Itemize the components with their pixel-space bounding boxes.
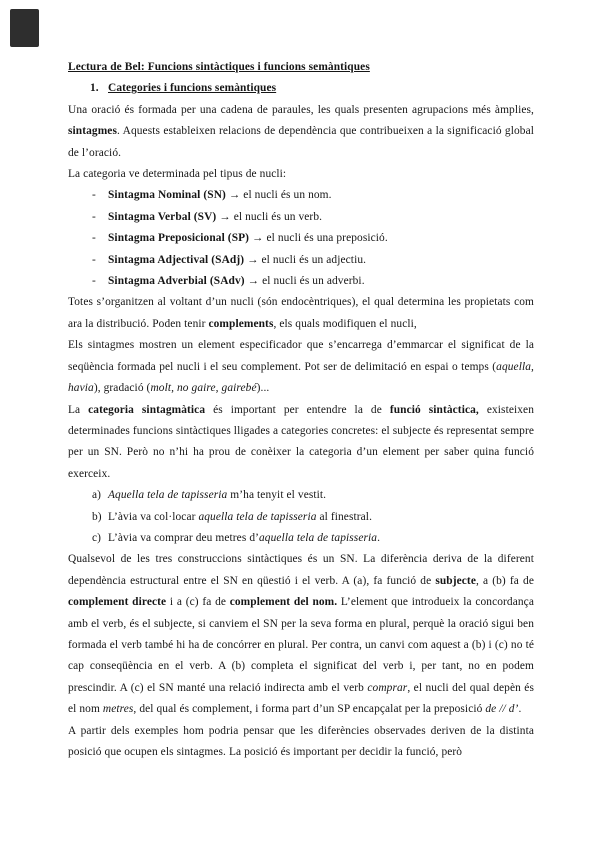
paragraph-nucli: Totes s’organitzen al voltant d’un nucli (són endocèntriques), el qual determina les propietats com ara la distribució. Poden tenir complements, els quals modifiquen el nucli,	[68, 296, 534, 330]
paragraph-posicio: A partir dels exemples hom podria pensar que les diferències observades deriven de la distinta posició que ocupen els sintagmes. La posició és important per decidir la funció, però	[68, 724, 534, 758]
paragraph-category-lead: La categoria ve determinada pel tipus de nucli:	[68, 168, 287, 181]
list-marker: -	[92, 232, 96, 245]
list-item-text: Sintagma Adjectival (SAdj) → el nucli és un adjectiu.	[108, 253, 367, 266]
document-body	[68, 57, 534, 763]
list-item-text: Sintagma Nominal (SN) → el nucli és un nom.	[108, 189, 332, 202]
paragraph-especificador: Els sintagmes mostren un element especificador que s’encarrega d’emmarcar el significat de la seqüència formada pel nucli i el seu complement. Pot ser de delimitació en espai o temps (aquella, havia), gradació (molt, no gaire, gairebé)...	[68, 339, 534, 395]
list-item-text: Sintagma Preposicional (SP) → el nucli és una preposició.	[108, 232, 388, 245]
list-item	[68, 250, 534, 271]
list-item	[68, 207, 534, 228]
list-marker: -	[92, 275, 96, 288]
document-title: Lectura de Bel: Funcions sintàctiques i funcions semàntiques	[68, 61, 370, 73]
list-item-text: L’àvia va col·locar aquella tela de tapisseria al finestral.	[108, 510, 373, 523]
list-item	[68, 485, 534, 506]
paragraph-intro: Una oració és formada per una cadena de paraules, les quals presenten agrupacions més àmplies, sintagmes. Aquests estableixen relacions de dependència que contribueixen a la significació global de l’oració.	[68, 103, 534, 159]
example-sentence-list	[68, 485, 534, 549]
list-item	[68, 271, 534, 292]
section-heading-text: Categories i funcions semàntiques	[108, 82, 277, 95]
list-item	[68, 507, 534, 528]
list-item	[68, 228, 534, 249]
list-item-text: L’àvia va comprar deu metres d’aquella tela de tapisseria.	[108, 531, 381, 544]
list-marker: b)	[92, 510, 102, 523]
list-marker: -	[92, 210, 96, 223]
paragraph-analisi: Qualsevol de les tres construccions sintàctiques és un SN. La diferència deriva de la diferent dependència estructural entre el SN en qüestió i el verb. A (a), fa funció de subjecte, a (b) fa de complement directe i a (c) fa de complement del nom. L’element que introdueix la concordança amb el verb, és el subjecte, si canviem el SN per la seva forma en plural, perquè la oració sigui ben formada el verb també hi ha de concórrer en plural. Per contra, un canvi com aquest a (b) i (c) no té cap conseqüència en el verb. A (b) completa el significat del verb i, per tant, no en podem prescindir. A (c) el SN manté una relació indirecta amb el verb comprar, el nucli del qual depèn és el nom metres, del qual és complement, i forma part d’un SP encapçalat per la preposició de // d’.	[68, 553, 534, 716]
list-item-text: Sintagma Adverbial (SAdv) → el nucli és un adverbi.	[108, 275, 365, 288]
list-item	[68, 185, 534, 206]
list-marker: a)	[92, 489, 102, 502]
paragraph-categoria-sintagmatica: La categoria sintagmàtica és important per entendre la de funció sintàctica, existeixen determinades funcions sintàctiques lligades a categories concretes: el subjecte és representat sempre per un SN. Però no n’hi ha prou de conèixer la categoria d’un element per saber quina funció exerceix.	[68, 403, 534, 480]
list-item	[68, 528, 534, 549]
list-marker: -	[92, 253, 96, 266]
section-heading-number: 1.	[90, 82, 99, 95]
corner-mark	[10, 9, 39, 47]
list-item-text: Sintagma Verbal (SV) → el nucli és un verb.	[108, 210, 323, 223]
list-marker: c)	[92, 531, 102, 544]
list-item-text: Aquella tela de tapisseria m’ha tenyit el vestit.	[108, 489, 327, 502]
list-marker: -	[92, 189, 96, 202]
section-heading	[68, 78, 534, 99]
syntagm-type-list	[68, 185, 534, 292]
